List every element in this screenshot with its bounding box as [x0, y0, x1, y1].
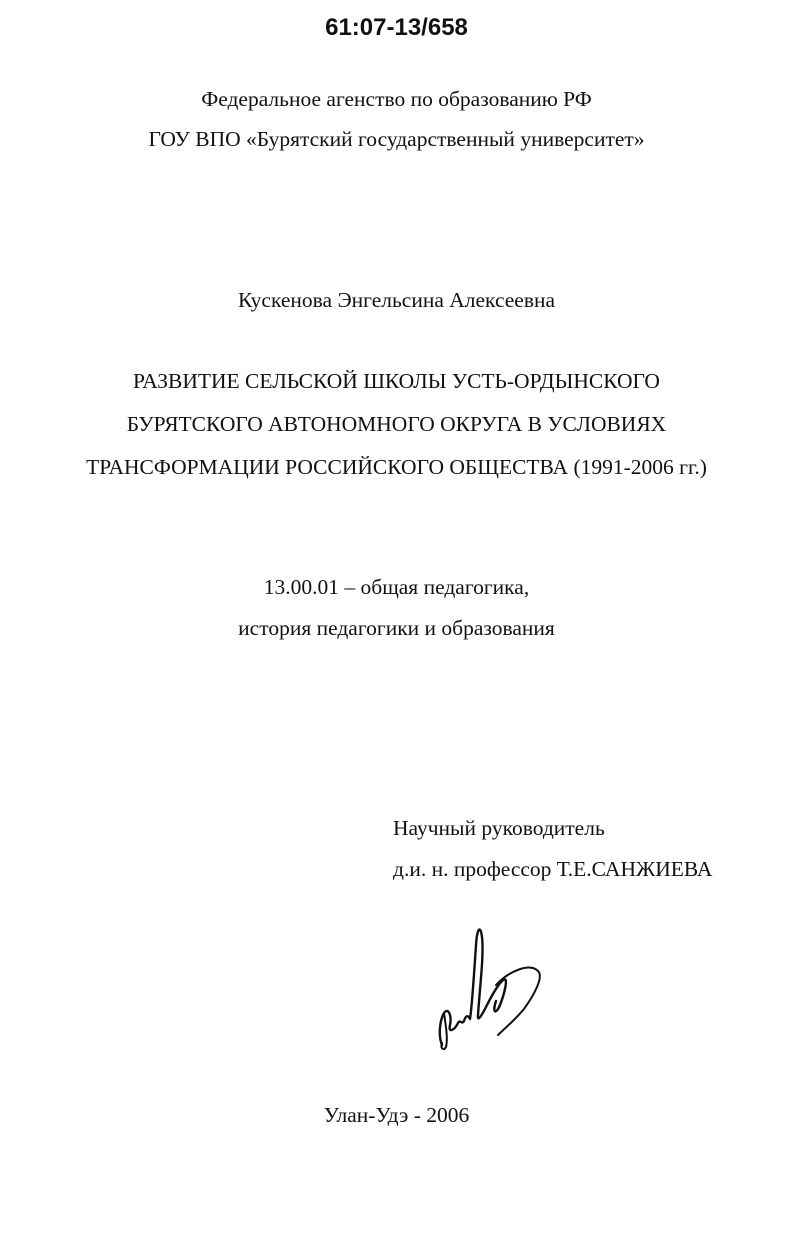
- thesis-title-line-1: РАЗВИТИЕ СЕЛЬСКОЙ ШКОЛЫ УСТЬ-ОРДЫНСКОГО: [133, 369, 660, 393]
- author-name: Кускенова Энгельсина Алексеевна: [237, 288, 556, 312]
- university-name: ГОУ ВПО «Бурятский государственный университет»: [148, 127, 645, 151]
- signature-icon: [430, 915, 560, 1055]
- thesis-title-line-3: ТРАНСФОРМАЦИИ РОССИЙСКОГО ОБЩЕСТВА (1991-2006 гг.): [86, 455, 707, 479]
- archive-stamp-number: 61:07-13/658: [325, 14, 468, 41]
- supervisor-label: Научный руководитель: [393, 816, 605, 840]
- agency-name: Федеральное агенство по образованию РФ: [201, 87, 592, 111]
- specialty-name: история педагогики и образования: [238, 616, 555, 640]
- thesis-title-line-2: БУРЯТСКОГО АВТОНОМНОГО ОКРУГА В УСЛОВИЯХ: [126, 412, 667, 436]
- specialty-code: 13.00.01 – общая педагогика,: [263, 575, 530, 599]
- place-and-year: Улан-Удэ - 2006: [323, 1103, 470, 1127]
- supervisor-name: д.и. н. профессор Т.Е.САНЖИЕВА: [393, 857, 713, 881]
